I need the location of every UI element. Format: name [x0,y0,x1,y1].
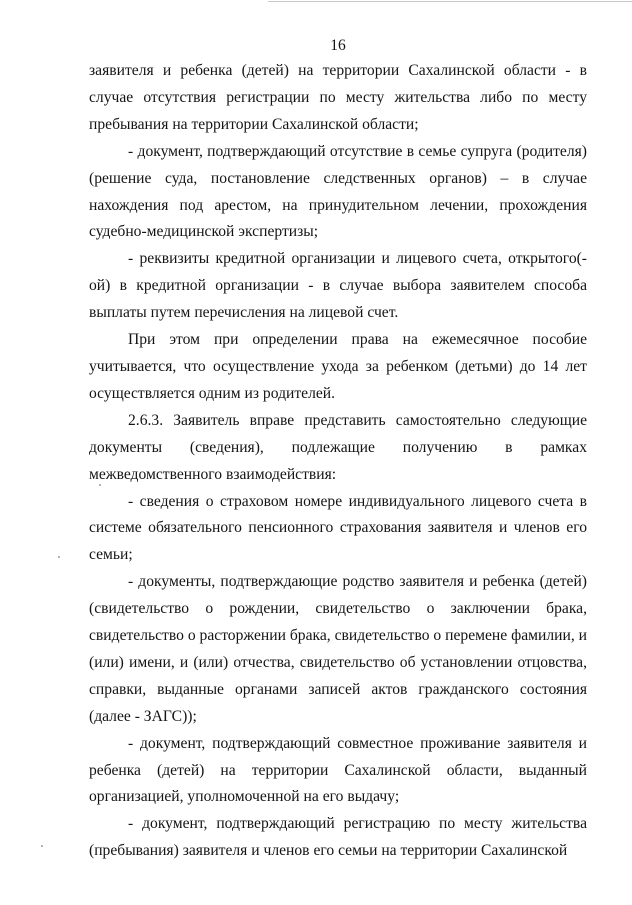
paragraph-monthly-allowance-note: При этом при определении права на ежемесячное пособие учитывается, что осуществление ухода за ребенком (детьми) до 14 лет осуществляется одним из родителей. [89,331,587,402]
paragraph-bank-account-details: - реквизиты кредитной организации и лицевого счета, открытого(-ой) в кредитной организации - в случае выбора заявителем способа выплаты путем перечисления на лицевой счет. [89,250,587,322]
document-body [89,58,587,865]
scan-speck [58,556,60,558]
paragraph-registration-document: - документ, подтверждающий регистрацию по месту жительства (пребывания) заявителя и членов его семьи на территории Сахалинской [89,815,587,860]
scan-top-edge-line [268,1,632,2]
page-number: 16 [330,37,346,54]
scan-speck [99,484,101,486]
paragraph-kinship-documents: - документы, подтверждающие родство заявителя и ребенка (детей) (свидетельство о рождении, свидетельство о заключении брака, свидетельство о расторжении брака, свидетельство о перемене фамилии, и (или) имени, и (или) отчества, свидетельство об установлении отцовства, справки, выданные органами записей актов гражданского состояния (далее - ЗАГС)); [89,573,587,725]
paragraph-applicant-territory-continuation: заявителя и ребенка (детей) на территории Сахалинской области - в случае отсутствия регистрации по месту жительства либо по месту пребывания на территории Сахалинской области; [89,62,587,133]
paragraph-section-2-6-3: 2.6.3. Заявитель вправе представить самостоятельно следующие документы (сведения), подлежащие получению в рамках межведомственного взаимодействия: [89,411,587,483]
paragraph-joint-residence-document: - документ, подтверждающий совместное проживание заявителя и ребенка (детей) на территории Сахалинской области, выданный организацией, уполномоченной на его выдачу; [89,734,587,806]
paragraph-spouse-absence-document: - документ, подтверждающий отсутствие в семье супруга (родителя) (решение суда, постановление следственных органов) – в случае нахождения под арестом, на принудительном лечении, прохождения судебно-медицинской экспертизы; [89,142,587,241]
paragraph-insurance-number-info: - сведения о страховом номере индивидуального лицевого счета в системе обязательного пенсионного страхования заявителя и членов его семьи; [89,492,587,564]
scan-speck [41,845,43,847]
